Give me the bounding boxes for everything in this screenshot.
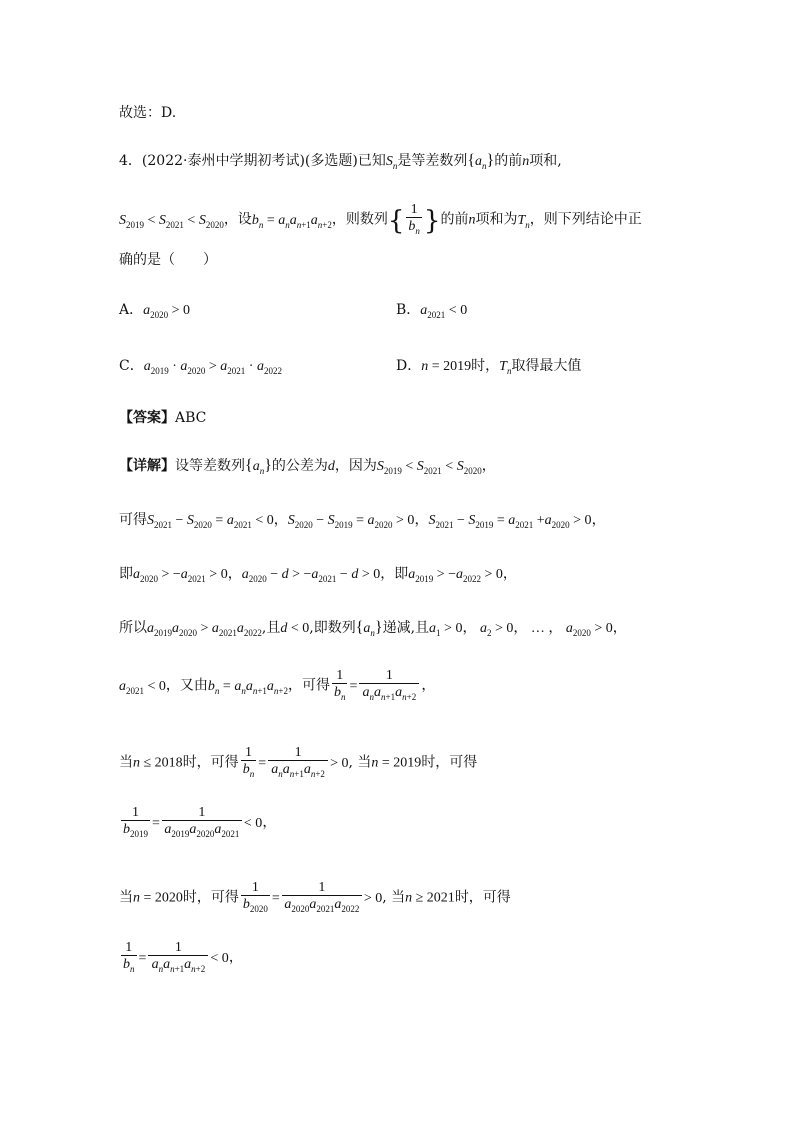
stem-text: 项和为	[475, 211, 518, 228]
formula-sequence-an: $\{a_n\}$	[245, 457, 272, 476]
formula-n-le-2018: n ≤ 2018	[133, 755, 183, 771]
stem-text: 是等差数列	[397, 153, 468, 169]
stem-text: 的前	[440, 211, 469, 228]
formula-Sn: $S_n$	[385, 154, 398, 171]
detail-text: 时，可得	[454, 889, 511, 906]
formula-n-eq-2020: n = 2020	[133, 890, 183, 906]
detail-text: 所以	[119, 620, 147, 636]
stem-text: 已知	[357, 153, 386, 169]
detail-line-1: 【详解】设等差数列$\{a_n\}$的公差为d，因为$S_{2019} < S_{2021} < S_{2020}$，	[119, 457, 496, 476]
question-source: (2022·泰州中学期初考试)(多选题)	[141, 153, 358, 169]
formula-S-inequality: $S_{2019} < S_{2021} < S_{2020}$	[119, 212, 224, 230]
formula-b2019: $\frac{1}{b_{2019}}$ = $\frac{1}{a_{2019}a_{2020}a_{2021}}$ < 0	[119, 816, 262, 831]
stem-text: ，设	[223, 211, 252, 228]
detail-text: ,即数列	[309, 620, 356, 636]
question-stem-line-2	[119, 202, 642, 239]
answer-label: 【答案】	[119, 410, 175, 426]
formula-option-B: $a_{2021} < 0$	[420, 303, 468, 320]
detail-label: 【详解】	[119, 458, 175, 474]
formula-reciprocal: $\frac{1}{b_n}$ = $\frac{1}{a_na_{n+1}a_{n+2}}$	[330, 679, 421, 694]
formula-bn-def: $b_n = a_na_{n+1}a_{n+2}$	[207, 678, 288, 696]
formula-option-A: $a_{2020} > 0$	[143, 303, 191, 320]
formula-S-inequality: $S_{2019} < S_{2021} < S_{2020}$	[376, 459, 482, 476]
detail-text: 的公差为	[271, 458, 328, 474]
detail-text: 时，可得	[421, 754, 478, 771]
question-number: 4．	[119, 153, 142, 169]
detail-text: , 当	[382, 889, 406, 906]
stem-text: ，则下列结论中正	[529, 211, 642, 228]
option-letter: D．	[396, 358, 422, 374]
stem-text: 项和,	[529, 153, 562, 169]
formula-diff-2: $S_{2020} - S_{2019} = a_{2020} > 0$	[287, 513, 415, 530]
formula-diff-3: $S_{2021} - S_{2019} = a_{2021} +a_{2020} > 0$	[428, 513, 592, 530]
detail-text: 当	[119, 889, 133, 906]
detail-text: 可得	[119, 512, 147, 528]
formula-sequence-an: $\{a_n\}$	[355, 619, 383, 638]
formula-n: n	[468, 212, 476, 228]
formula-positive-terms: $a_1 > 0$， $a_2 > 0$， … ， $a_{2020} > 0$	[429, 621, 613, 638]
detail-text: 时，可得	[182, 754, 239, 771]
option-A	[119, 300, 190, 325]
formula-d-neg: d < 0	[280, 621, 310, 636]
detail-text: 时，可得	[182, 889, 239, 906]
formula-ineq-3: $a_{2019} > -a_{2022} > 0$	[408, 567, 503, 584]
formula-sequence-an: $\{a_n\}$	[467, 152, 495, 171]
option-text: 时，	[471, 358, 500, 374]
detail-text: ，因为	[334, 458, 377, 474]
formula-option-D: n = 2019	[421, 359, 472, 374]
formula-sequence-1-over-bn: { $\frac{1}{b_n}$ }	[388, 213, 441, 228]
answer-line	[119, 408, 206, 428]
detail-text: ，可得	[287, 677, 330, 694]
option-text: 取得最大值	[511, 358, 582, 374]
detail-line-8	[119, 880, 511, 917]
detail-text: , 当	[348, 754, 372, 771]
formula-diff-1: $S_{2021} - S_{2020} = a_{2021} < 0$	[147, 513, 274, 530]
option-C	[119, 356, 282, 381]
detail-text: ，又由	[165, 677, 208, 694]
formula-reciprocal-positive: $\frac{1}{b_n}$ = $\frac{1}{a_na_{n+1}a_{n+2}}$ > 0	[239, 756, 349, 771]
formula-reciprocal-negative: $\frac{1}{b_n}$ = $\frac{1}{a_na_{n+1}a_{n+2}}$ < 0	[119, 951, 229, 966]
formula-n-ge-2021: n ≥ 2021	[405, 890, 455, 906]
detail-text: 设等差数列	[175, 458, 245, 474]
formula-product-ineq: $a_{2019}a_{2020} > a_{2021}a_{2022}$	[147, 621, 262, 638]
formula-a2021-neg: $a_{2021} < 0$	[119, 678, 166, 696]
detail-line-5: $a_{2021} < 0$，又由$b_n = a_na_{n+1}a_{n+2}$，可得 $\frac{1}{b_n}$ = $\frac{1}{a_na_{n+1}a_{n+2}}$ ，	[119, 668, 435, 705]
option-letter: B．	[396, 302, 421, 318]
formula-ineq-2: $a_{2020} - d > -a_{2021} - d > 0$	[241, 567, 381, 584]
detail-text: 当	[119, 754, 133, 771]
conclusion-text: 故选：D.	[119, 105, 177, 121]
stem-text: ，则数列	[331, 211, 388, 228]
detail-line-9: $\frac{1}{b_n}$ = $\frac{1}{a_na_{n+1}a_{n+2}}$ < 0，	[119, 940, 243, 977]
detail-line-6	[119, 745, 477, 782]
answer-value: ABC	[175, 410, 207, 426]
question-stem-line-3: 确的是（ ）	[119, 252, 217, 268]
formula-option-C: $a_{2019} \cdot a_{2020} > a_{2021} \cdot a_{2022}$	[143, 359, 282, 376]
formula-n: n	[522, 154, 530, 169]
detail-line-3: 即$a_{2020} > -a_{2021} > 0$，$a_{2020} - d > -a_{2021} - d > 0$，即$a_{2019} > -a_{2022} > 0$，	[119, 566, 517, 584]
detail-line-4: 所以$a_{2019}a_{2020} > a_{2021}a_{2022}$,且d < 0,即数列$\{a_n\}$递减,且$a_1 > 0$， $a_2 > 0$， … ， $a_{2020} > 0$，	[119, 619, 627, 638]
option-D	[396, 356, 581, 381]
detail-line-2: 可得$S_{2021} - S_{2020} = a_{2021} < 0$，$S_{2020} - S_{2019} = a_{2020} > 0$，$S_{2021} - S_{2019} = a_{2021} +a_{2020} > 0$，	[119, 512, 606, 530]
stem-text: 的前	[494, 153, 523, 169]
formula-n-eq-2019: n = 2019	[371, 755, 422, 771]
detail-line-7: $\frac{1}{b_{2019}}$ = $\frac{1}{a_{2019}a_{2020}a_{2021}}$ < 0，	[119, 805, 276, 842]
formula-Tn: $T_n$	[517, 212, 530, 230]
question-stem-line-1	[119, 151, 562, 176]
option-B	[396, 300, 467, 325]
formula-b2020: $\frac{1}{b_{2020}}$ = $\frac{1}{a_{2020}a_{2021}a_{2022}}$ > 0	[239, 891, 382, 906]
option-letter: C．	[119, 358, 144, 374]
detail-text: 递减,且	[382, 620, 430, 636]
formula-d: d	[327, 459, 335, 474]
formula-bn-def: $b_n = a_na_{n+1}a_{n+2}$	[251, 212, 332, 230]
detail-text: 即	[119, 566, 133, 582]
option-letter: A．	[119, 302, 144, 318]
formula-ineq-1: $a_{2020} > -a_{2021} > 0$	[133, 567, 228, 584]
formula-Tn: $T_n$	[499, 359, 512, 376]
detail-text: ,且	[261, 620, 281, 636]
